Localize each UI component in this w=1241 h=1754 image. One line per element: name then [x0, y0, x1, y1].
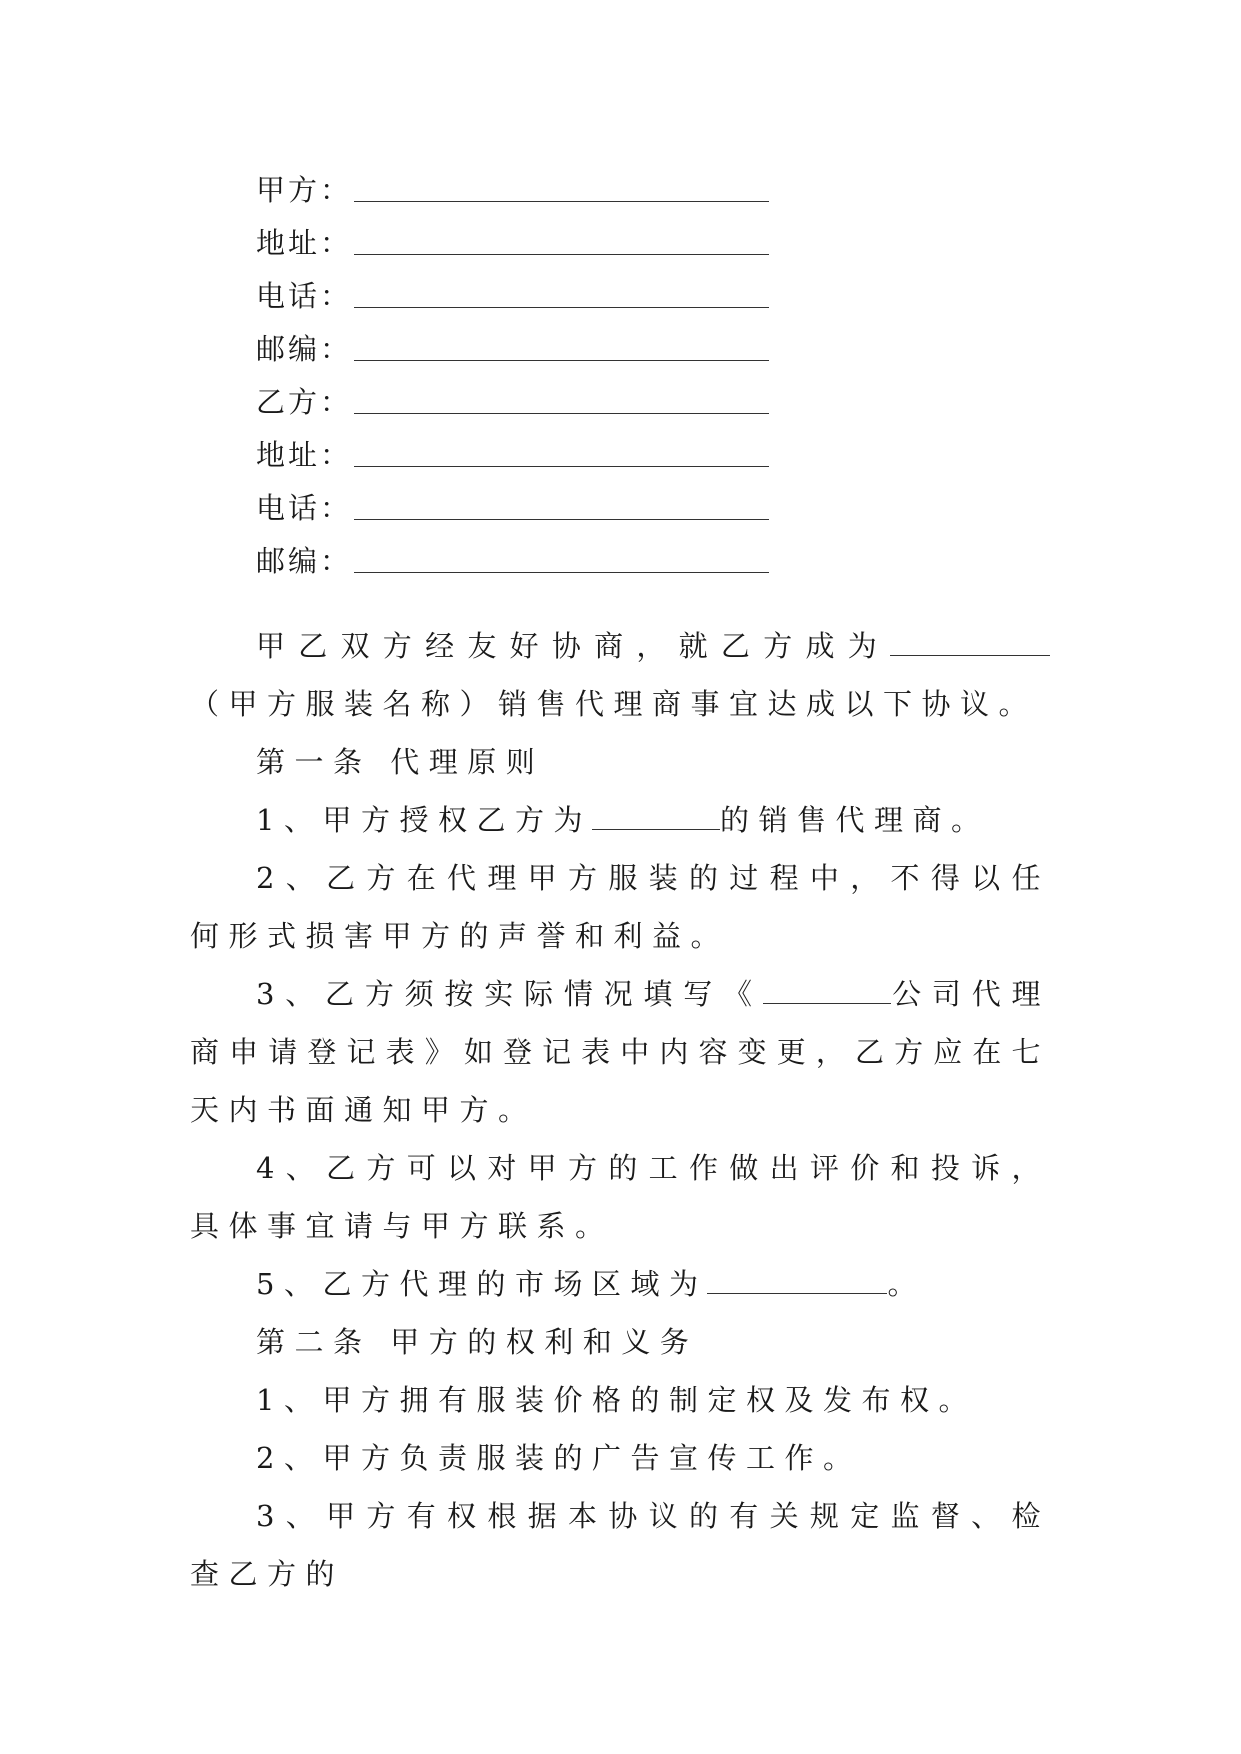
party-b-address-blank — [354, 466, 769, 467]
article-1-item-1 — [190, 791, 1050, 849]
article-1-item-3-after: 公司代理商申请登记表》如登记表中内容变更，乙方应在七天内书面通知甲方。 — [190, 977, 1050, 1127]
party-b-phone-field — [256, 483, 816, 533]
article-1-item-4: 4、乙方可以对甲方的工作做出评价和投诉，具体事宜请与甲方联系。 — [190, 1151, 1050, 1243]
party-b-postcode-label: 邮编： — [256, 544, 353, 578]
company-name-blank — [763, 973, 891, 1004]
party-a-address-field — [256, 218, 816, 268]
article-1-item-5-before: 5、乙方代理的市场区域为 — [256, 1267, 708, 1301]
party-a-postcode-label: 邮编： — [256, 332, 353, 366]
product-name-blank — [890, 625, 1050, 656]
article-1-item-1-before: 1、甲方授权乙方为 — [256, 803, 592, 837]
party-a-blank — [354, 201, 769, 202]
party-a-address-blank — [354, 254, 769, 255]
party-b-phone-label: 电话： — [256, 491, 353, 525]
article-2-item-1: 1、甲方拥有服装价格的制定权及发布权。 — [256, 1383, 977, 1417]
article-1-item-5 — [190, 1255, 1050, 1313]
market-area-blank — [707, 1263, 887, 1294]
article-1-item-3 — [190, 965, 1050, 1139]
article-2-item-2: 2、甲方负责服装的广告宣传工作。 — [256, 1441, 862, 1475]
party-b-postcode-blank — [354, 572, 769, 573]
party-a-phone-blank — [354, 307, 769, 308]
party-a-postcode-field — [256, 324, 816, 374]
party-b-address-label: 地址： — [256, 438, 353, 472]
party-b-phone-blank — [354, 519, 769, 520]
article-2-title: 第二条 甲方的权利和义务 — [256, 1325, 699, 1359]
party-b-postcode-field — [256, 536, 816, 586]
article-1-item-3-before: 3、乙方须按实际情况填写《 — [256, 977, 763, 1011]
intro-text-after: （甲方服装名称）销售代理商事宜达成以下协议。 — [190, 687, 1038, 721]
party-a-address-label: 地址： — [256, 226, 353, 260]
party-b-label: 乙方： — [256, 385, 353, 419]
party-a-label: 甲方： — [256, 173, 353, 207]
article-1-item-2: 2、乙方在代理甲方服装的过程中，不得以任何形式损害甲方的声誉和利益。 — [190, 861, 1050, 953]
article-2-item-3: 3、甲方有权根据本协议的有关规定监督、检查乙方的 — [190, 1499, 1050, 1591]
party-a-phone-field — [256, 271, 816, 321]
party-b-address-field — [256, 430, 816, 480]
article-1-item-1-after: 的销售代理商。 — [719, 803, 990, 837]
party-b-blank — [354, 413, 769, 414]
article-1-item-5-after: 。 — [887, 1267, 926, 1301]
intro-text-before: 甲乙双方经友好协商，就乙方成为 — [256, 629, 890, 663]
party-a-field — [256, 165, 816, 215]
authorized-area-blank — [592, 799, 720, 830]
intro-paragraph — [190, 617, 1050, 733]
party-b-field — [256, 377, 816, 427]
article-1-title: 第一条 代理原则 — [256, 745, 545, 779]
party-a-phone-label: 电话： — [256, 279, 353, 313]
party-a-postcode-blank — [354, 360, 769, 361]
